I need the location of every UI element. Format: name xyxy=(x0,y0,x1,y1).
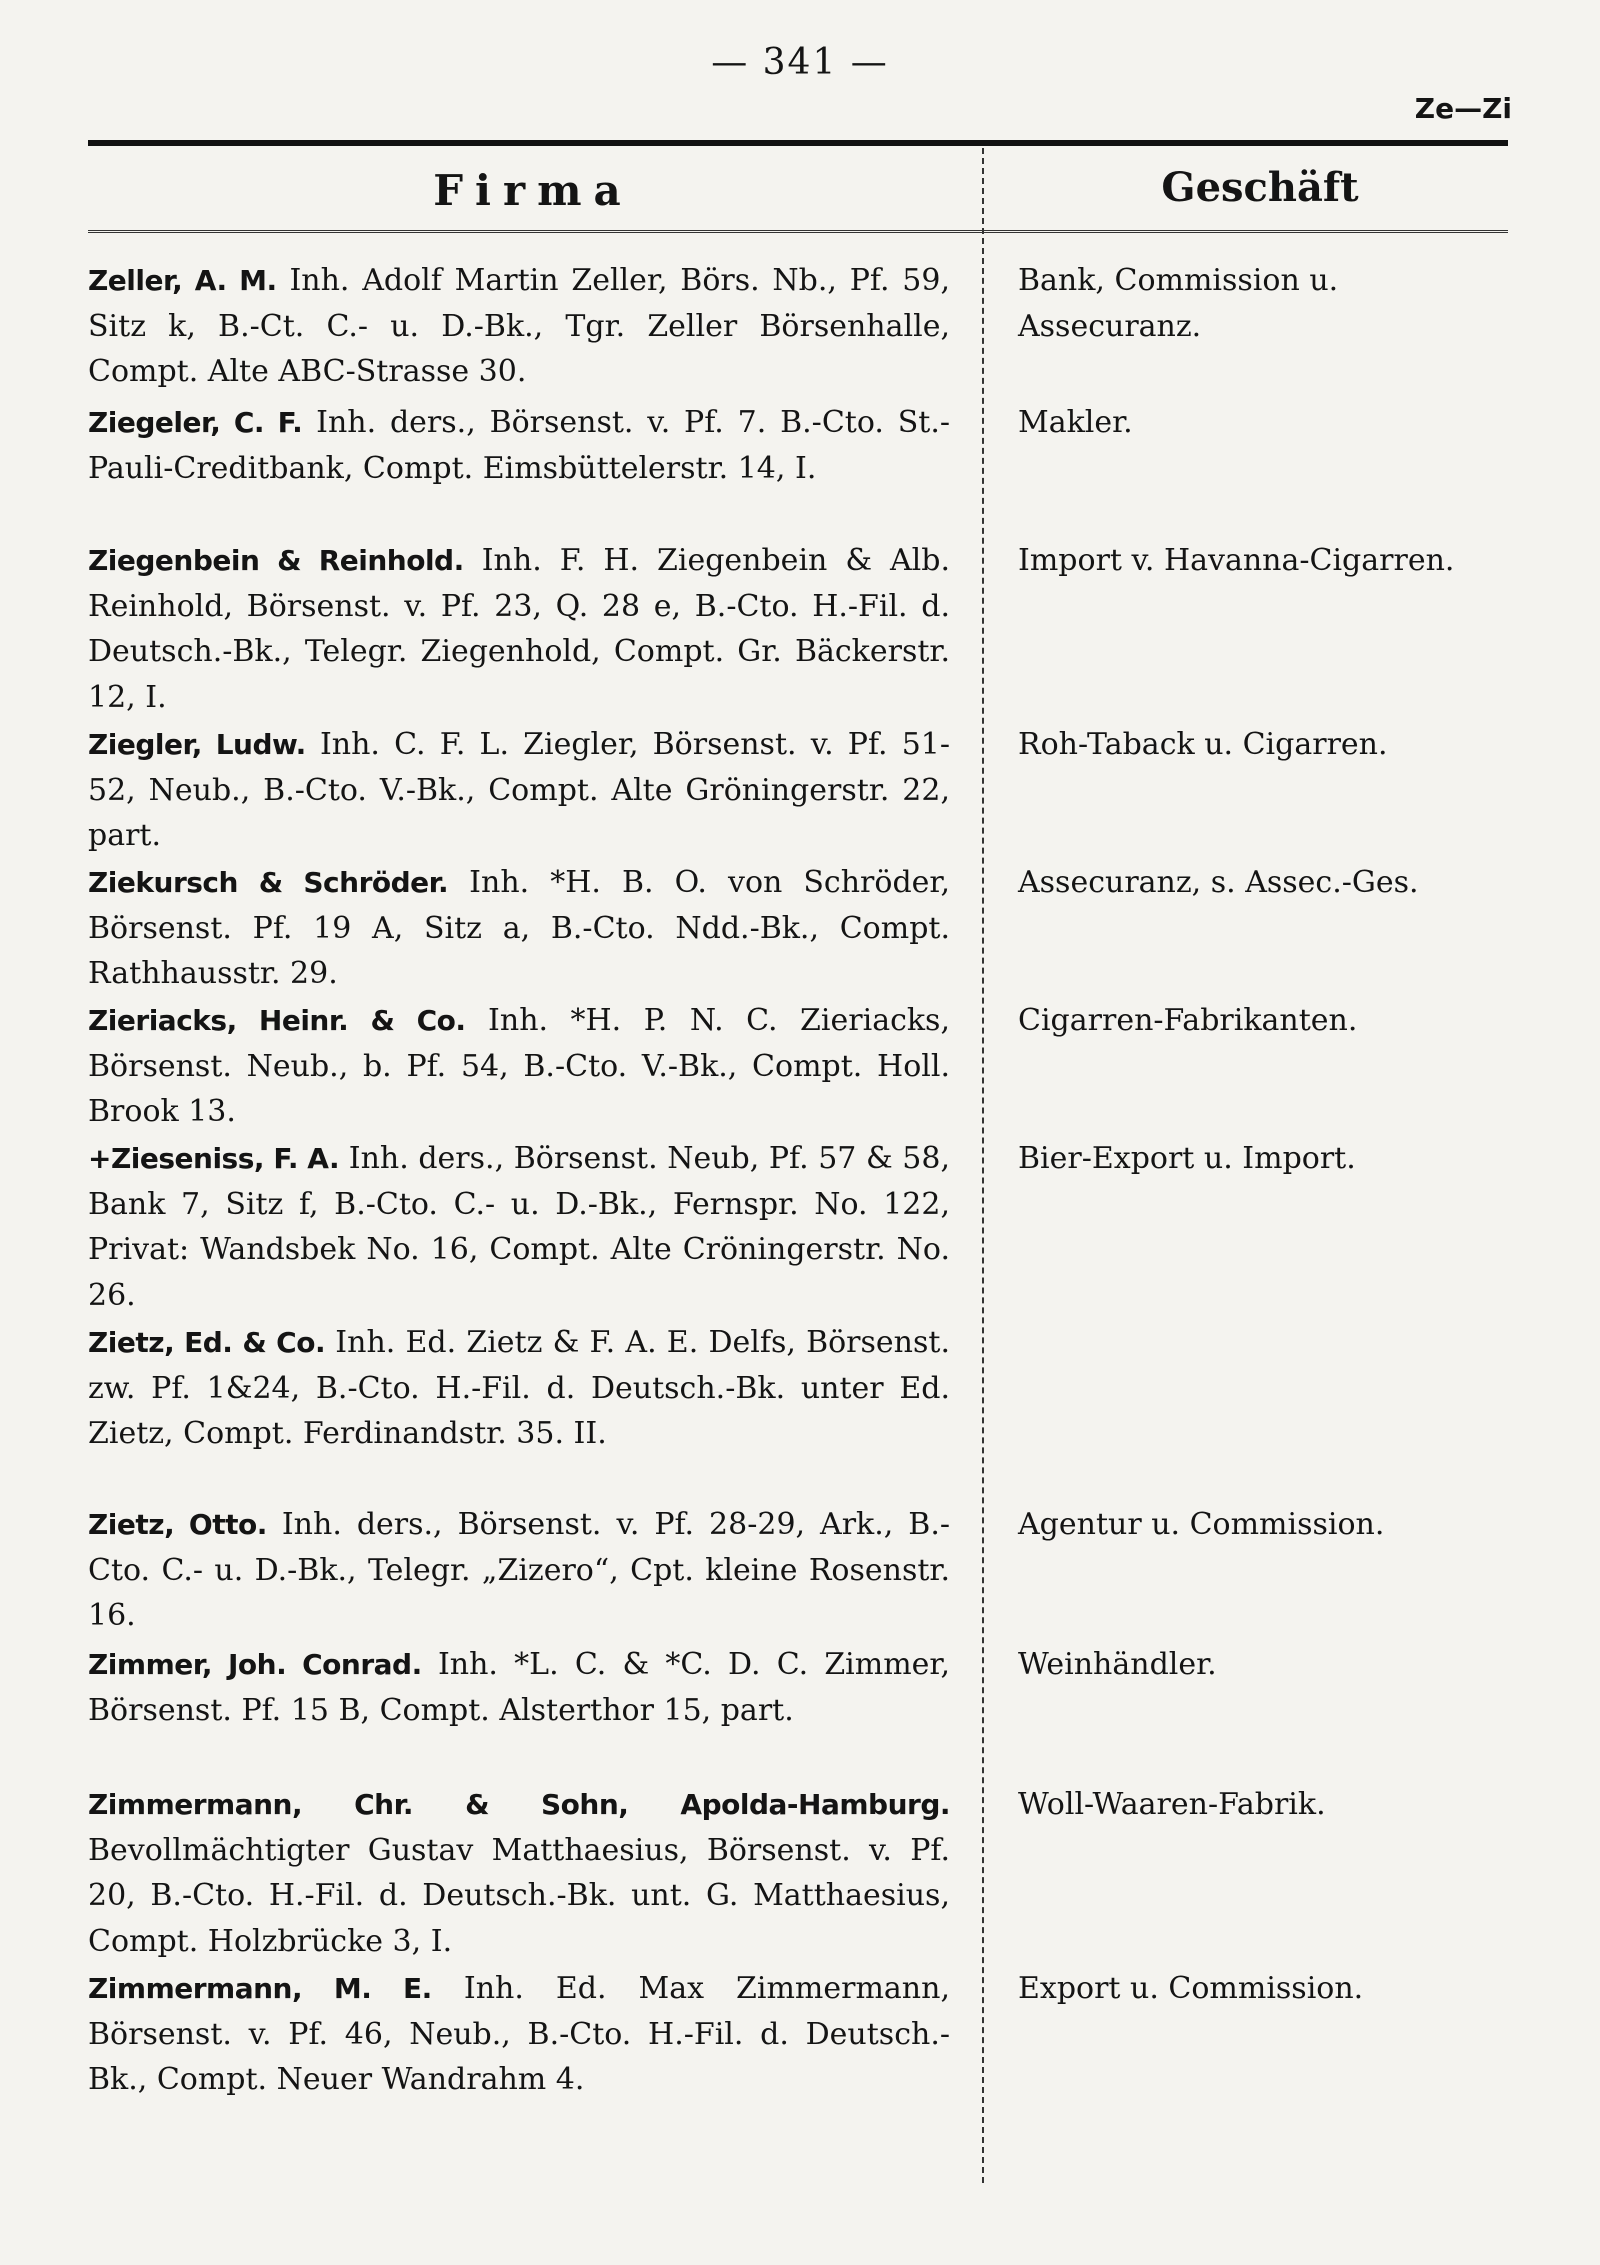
entry-firm xyxy=(88,400,950,491)
entry-business: Export u. Commission. xyxy=(1018,1971,1364,2006)
entry-name: Ziegler, Ludw. xyxy=(88,728,306,761)
entry-firm xyxy=(88,1966,950,2103)
entry-details: Inh. ders., Börsenst. v. Pf. 28-29, Ark., B.-Cto. C.- u. D.-Bk., Telegr. „Zizero“, Cpt. kleine Rosenstr. 16. xyxy=(88,1507,950,1633)
entry-details: Inh. ders., Börsenst. Neub, Pf. 57 & 58, Bank 7, Sitz f, B.-Cto. C.- u. D.-Bk., Fernspr. No. 122, Privat: Wandsbek No. 16, Compt. Alte Cröningerstr. No. 26. xyxy=(88,1141,950,1313)
entry-business: Roh-Taback u. Cigarren. xyxy=(1018,727,1388,762)
entry-firm xyxy=(88,722,950,859)
column-divider xyxy=(982,148,984,2183)
entry-business: Agentur u. Commission. xyxy=(1018,1507,1385,1542)
firma-header: Firma xyxy=(433,166,633,215)
entry-business: Woll-Waaren-Fabrik. xyxy=(1018,1787,1326,1822)
entry-firm xyxy=(88,860,950,997)
entry-firm xyxy=(88,258,950,395)
entry-name: Zimmermann, M. E. xyxy=(88,1972,432,2005)
entry-business: Bier-Export u. Import. xyxy=(1018,1141,1356,1176)
entry-firm xyxy=(88,538,950,720)
alphabet-range: Ze—Zi xyxy=(1414,92,1512,125)
entry-details: Inh. *H. B. O. von Schröder, Börsenst. Pf. 19 A, Sitz a, B.-Cto. Ndd.-Bk., Compt. Rathhausstr. 29. xyxy=(88,865,950,991)
entry-name: Zimmermann, Chr. & Sohn, Apolda-Hamburg. xyxy=(88,1788,950,1821)
entry-firm xyxy=(88,1320,950,1457)
entry-name: Ziegenbein & Reinhold. xyxy=(88,544,464,577)
entry-details: Bevollmächtigter Gustav Matthaesius, Börsenst. v. Pf. 20, B.-Cto. H.-Fil. d. Deutsch.-Bk. unt. G. Matthaesius, Compt. Holzbrücke 3, I. xyxy=(88,1832,950,1959)
entry-name: Zietz, Ed. & Co. xyxy=(88,1326,326,1359)
entry-details: Inh. ders., Börsenst. v. Pf. 7. B.-Cto. St.-Pauli-Creditbank, Compt. Eimsbüttelerstr. 14, I. xyxy=(88,405,951,486)
entry-firm xyxy=(88,1502,950,1639)
top-rule xyxy=(88,140,1508,146)
entry-name: Ziekursch & Schröder. xyxy=(88,866,449,899)
entry-details: Inh. Adolf Martin Zeller, Börs. Nb., Pf. 59, Sitz k, B.-Ct. C.- u. D.-Bk., Tgr. Zeller Börsenhalle, Compt. Alte ABC-Strasse 30. xyxy=(88,263,950,389)
entry-firm xyxy=(88,1642,950,1733)
entry-details: Inh. Ed. Max Zimmermann, Börsenst. v. Pf. 46, Neub., B.-Cto. H.-Fil. d. Deutsch.-Bk., Compt. Neuer Wandrahm 4. xyxy=(88,1971,950,2097)
entry-business: Assecuranz, s. Assec.-Ges. xyxy=(1018,865,1419,900)
entry-business: Makler. xyxy=(1018,405,1133,440)
entry-name: Zieriacks, Heinr. & Co. xyxy=(88,1004,466,1037)
entry-details: Inh. Ed. Zietz & F. A. E. Delfs, Börsenst. zw. Pf. 1&24, B.-Cto. H.-Fil. d. Deutsch.-Bk. unter Ed. Zietz, Compt. Ferdinandstr. 35. II. xyxy=(88,1325,950,1451)
entry-name: Zietz, Otto. xyxy=(88,1508,267,1541)
entry-firm xyxy=(88,1782,950,1964)
entry-name: Zeller, A. M. xyxy=(88,264,277,297)
header-rule xyxy=(88,230,1508,233)
entry-name: Zimmer, Joh. Conrad. xyxy=(88,1648,422,1681)
page-number: — 341 — xyxy=(711,42,889,83)
entry-business: Cigarren-Fabrikanten. xyxy=(1018,1003,1358,1038)
entry-name: +Zieseniss, F. A. xyxy=(88,1142,340,1175)
geschaeft-header: Geschäft xyxy=(1161,164,1359,211)
entry-details: Inh. *L. C. & *C. D. C. Zimmer, Börsenst. Pf. 15 B, Compt. Alsterthor 15, part. xyxy=(88,1647,950,1728)
entry-firm xyxy=(88,998,950,1135)
entry-firm xyxy=(88,1136,950,1318)
entry-details: Inh. C. F. L. Ziegler, Börsenst. v. Pf. 51-52, Neub., B.-Cto. V.-Bk., Compt. Alte Gröningerstr. 22, part. xyxy=(88,727,951,853)
entry-business: Bank, Commission u. Assecuranz. xyxy=(1018,263,1339,344)
entry-business: Import v. Havanna-Cigarren. xyxy=(1018,543,1455,578)
entry-details: Inh. *H. P. N. C. Zieriacks, Börsenst. Neub., b. Pf. 54, B.-Cto. V.-Bk., Compt. Holl. Brook 13. xyxy=(88,1003,950,1129)
entry-details: Inh. F. H. Ziegenbein & Alb. Reinhold, Börsenst. v. Pf. 23, Q. 28 e, B.-Cto. H.-Fil. d. Deutsch.-Bk., Telegr. Ziegenhold, Compt. Gr. Bäckerstr. 12, I. xyxy=(88,543,950,715)
entry-name: Ziegeler, C. F. xyxy=(88,406,303,439)
entry-business: Weinhändler. xyxy=(1018,1647,1217,1682)
